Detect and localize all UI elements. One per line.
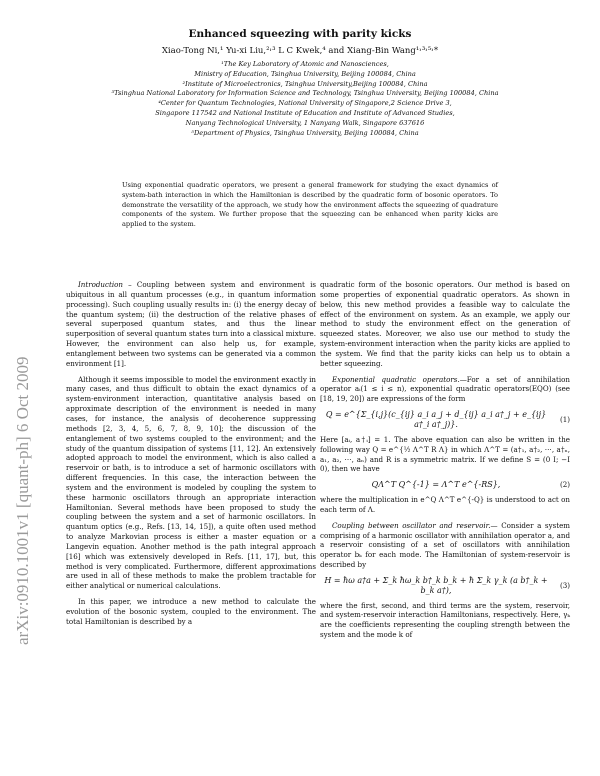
affiliation-line: ⁴Center for Quantum Technologies, National University of Singapore,2 Science Drive 3, <box>158 99 452 108</box>
equation-2-body: QΛ^T Q^{-1} = Λ^T e^{-RS}, <box>371 480 501 490</box>
right-column <box>320 280 570 646</box>
affiliation-line: Singapore 117542 and National Institute of Education and Institute of Advanced Studies, <box>155 108 455 117</box>
equation-3 <box>320 576 570 596</box>
equation-2 <box>320 480 570 490</box>
affiliation-list <box>20 60 590 138</box>
arxiv-stamp-text: arXiv:0910.1001v1 [quant-ph] 6 Oct 2009 <box>13 356 32 645</box>
affiliation-line: ¹The Key Laboratory of Atomic and Nanosciences, <box>221 60 389 68</box>
author-list: Xiao-Tong Ni,¹ Yu-xi Liu,²˒³ L C Kwek,⁴ and Xiang-Bin Wang¹˒³˒⁵˒* <box>161 46 439 56</box>
equation-1 <box>320 410 570 430</box>
affiliation-line: ⁵Department of Physics, Tsinghua University, Beijing 100084, China <box>191 128 419 137</box>
section-heading-introduction: Introduction <box>78 280 123 289</box>
left-column <box>66 280 316 633</box>
paragraph-text: —For a set of annihilation operator aᵢ(1 ≤ i ≤ n), exponential quadratic operators(EQO) (see [18, 19, 20]) are expressions of the form <box>320 374 570 404</box>
eqo-paragraph <box>320 375 570 405</box>
paragraph: where the multiplication in e^Q Λ^T e^{-Q} is understood to act on each term of Λ. <box>320 495 570 514</box>
affiliation-line: Ministry of Education, Tsinghua University, Beijing 100084, China <box>194 69 416 78</box>
coupling-paragraph <box>320 521 570 570</box>
equation-3-number: (3) <box>559 580 570 590</box>
paragraph: quadratic form of the bosonic operators. Our method is based on some properties of exponential quadratic operators. As shown in below, this new method provides a feasible way to calculate the effect of the environment on system. As an example, we apply our method to study the environment effect on the generation of squeezed states. Moreover, we also use our method to study the system-environment interaction when the parity kicks are applied to the system. We find that the parity kicks can help us to obtain a better squeezing. <box>320 280 570 368</box>
equation-2-number: (2) <box>559 480 570 490</box>
equation-1-body: Q = e^{Σ_{i,j}(c_{ij} a_i a_j + d_{ij} a_i a†_j + e_{ij} a†_i a†_j)}. <box>325 410 547 429</box>
intro-paragraph <box>66 280 316 369</box>
paper-title: Enhanced squeezing with parity kicks <box>188 28 412 40</box>
equation-1-number: (1) <box>559 415 570 425</box>
arxiv-stamp-svg <box>4 150 38 650</box>
paragraph: In this paper, we introduce a new method to calculate the evolution of the bosonic system, coupled to the environment. The total Hamiltonian is described by a <box>66 597 316 626</box>
affiliation-line: Nanyang Technological University, 1 Nanyang Walk, Singapore 637616 <box>185 118 425 127</box>
paragraph: where the first, second, and third terms are the system, reservoir, and system-reservoir interaction Hamiltonians, respectively. Here, γₖ are the coefficients representing the coupling strength between the system and the mode k of <box>320 600 570 640</box>
section-heading-eqo: Exponential quadratic operators. <box>332 374 460 384</box>
paragraph-text: – Coupling between system and environment is ubiquitous in all quantum processes (e.g., in quantum information processing). Such coupling usually results in: (i) the energy decay of the quantum system; (ii) the destruction of the relative phases of several superposed quantum states, and thus the linear superposition of several quantum states turn into a classical mixture. However, the environment can also help us, for example, entanglement between two systems can be generated via a common environment [1]. <box>66 280 316 368</box>
paragraph-text: — Consider a system comprising of a harmonic oscillator with annihilation operator a, and a reservoir consisting of a set of oscillators with annihilation operator bₖ for each mode. The Hamiltonian of system-reservoir is described by <box>320 520 570 570</box>
abstract: Using exponential quadratic operators, we present a general framework for studying the exact dynamics of system-bath interaction in which the Hamiltonian is described by the quadratic form of bosonic operators. To demonstrate the versatility of the approach, we study how the environment affects the squeezing of quadrature components of the system. We further propose that the squeezing can be enhanced when parity kicks are applied to the system. <box>122 181 498 229</box>
section-heading-coupling: Coupling between oscillator and reservoir. <box>332 520 491 530</box>
paragraph: Here [aᵢ, a†ᵢ] = 1. The above equation can also be written in the following way Q = e^{½ Λ^T R Λ} in which Λ^T = (a†₁, a†₂, ⋯, a†ₙ, a₁, a₂, ⋯, aₙ) and R is a symmetric matrix. If we define S = (0 I; −I 0), then we have <box>320 434 570 474</box>
equation-3-body: H = ħω a†a + Σ_k ħω_k b†_k b_k + ħ Σ_k γ_k (a b†_k + b_k a†), <box>324 575 548 595</box>
affiliation-line: ³Tsinghua National Laboratory for Information Science and Technology, Tsinghua University, Beijing 100084, China <box>111 89 499 98</box>
arxiv-stamp[interactable] <box>4 150 38 650</box>
paragraph: Although it seems impossible to model the environment exactly in many cases, and thus difficult to obtain the exact dynamics of a system-environment interaction, quantitative analysis based on approximate description of the environment is needed in many cases, for instance, the analysis of decoherence suppressing methods [2, 3, 4, 5, 6, 7, 8, 9, 10]; the discussion of the entanglement of two systems coupled to the environment; and the study of the quantum dissipation of systems [11, 12]. An extensively adopted approach to model the environment, which is also called a reservoir or bath, is to introduce a set of harmonic oscillators with different frequencies. In this case, the interaction between the system and the environment is modeled by coupling the system to these harmonic oscillators through an appropriate interaction Hamiltonian. Several methods have been proposed to study the coupling between the system and a set of harmonic oscillators. In quantum optics (e.g., Refs. [13, 14, 15]), a quite often used method to analyze Markovian process is either a master equation or a Langevin equation. Another method is the path integral approach [16] which was extensively developed in Refs. [11, 17], but, this method is very complicated. Furthermore, different approximations are used in all of these methods to make the problem tractable for either analytical or numerical calculations. <box>66 374 316 591</box>
affiliation-line: ²Institute of Microelectronics, Tsinghua University,Beijing 100084, China <box>182 79 428 88</box>
